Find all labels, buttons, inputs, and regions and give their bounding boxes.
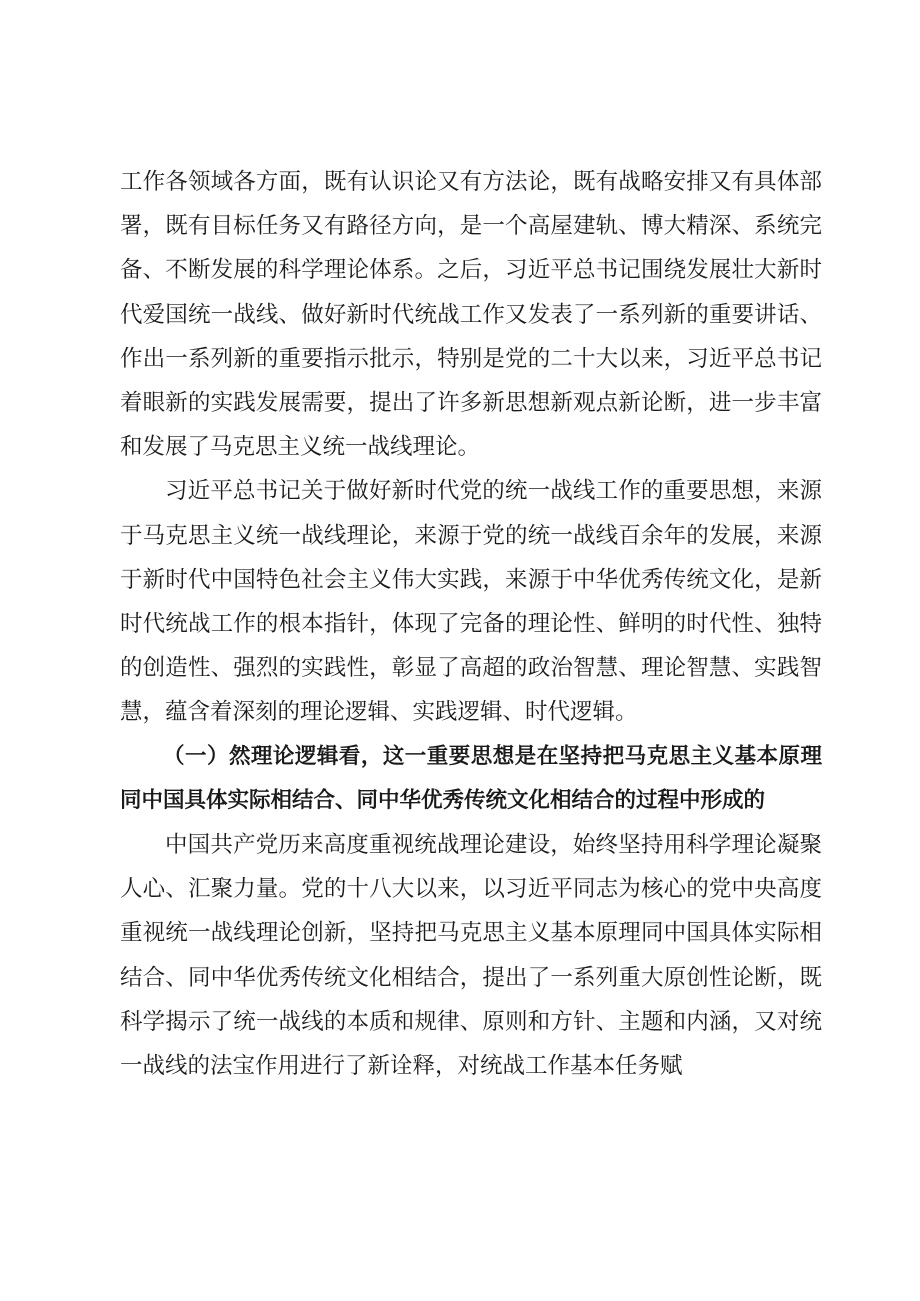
body-paragraph-continued: 工作各领域各方面，既有认识论又有方法论，既有战略安排又有具体部署，既有目标任务又有路径方向，是一个高屋建轨、博大精深、系统完备、不断发展的科学理论体系。之后，习近平总书记围绕发展壮大新时代爱国统一战线、做好新时代统战工作又发表了一系列新的重要讲话、作出一系列新的重要指示批示，特别是党的二十大以来，习近平总书记着眼新的实践发展需要，提出了许多新思想新观点新论断，进一步丰富和发展了马克思主义统一战线理论。: [120, 169, 822, 461]
body-paragraph-theory: 中国共产党历来高度重视统战理论建设，始终坚持用科学理论凝聚人心、汇聚力量。党的十八大以来，以习近平同志为核心的党中央高度重视统一战线理论创新，坚持把马克思主义基本原理同中国具体实际相结合、同中华优秀传统文化相结合，提出了一系列重大原创性论断，既科学揭示了统一战线的本质和规律、原则和方针、主题和内涵，又对统一战线的法宝作用进行了新诠释，对统战工作基本任务赋: [120, 832, 822, 1080]
body-paragraph-sources: 习近平总书记关于做好新时代党的统一战线工作的重要思想，来源于马克思主义统一战线理论，来源于党的统一战线百余年的发展，来源于新时代中国特色社会主义伟大实践，来源于中华优秀传统文化，是新时代统战工作的根本指针，体现了完备的理论性、鲜明的时代性、独特的创造性、强烈的实践性，彰显了高超的政治智慧、理论智慧、实践智慧，蕴含着深刻的理论逻辑、实践逻辑、时代逻辑。: [120, 478, 822, 726]
section-heading-1: （一）然理论逻辑看，这一重要思想是在坚持把马克思主义基本原理同中国具体实际相结合、同中华优秀传统文化相结合的过程中形成的: [120, 743, 822, 813]
document-page: [120, 160, 822, 1088]
